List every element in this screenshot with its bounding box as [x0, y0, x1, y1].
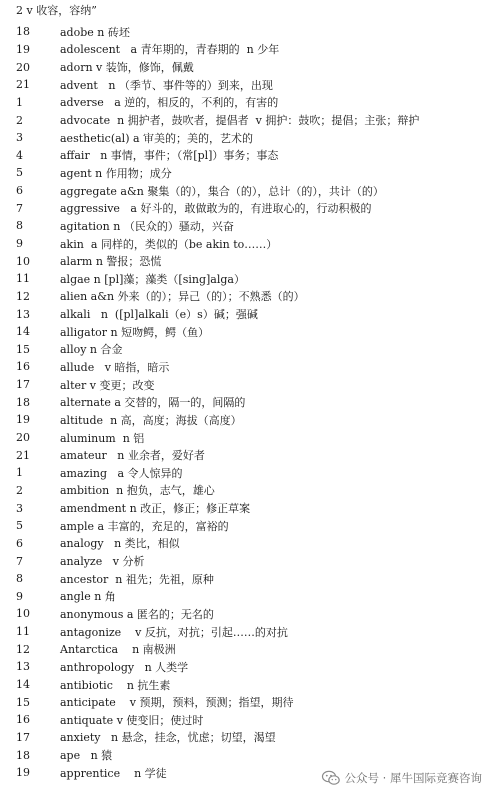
- item-number: 15: [16, 695, 30, 709]
- item-number: 5: [16, 166, 23, 180]
- list-item: [0, 605, 490, 623]
- item-entry: adverse a 逆的，相反的，不利的，有害的: [60, 96, 279, 110]
- list-item: [0, 235, 490, 253]
- item-entry: ape n 猿: [60, 749, 113, 763]
- item-entry: agent n 作用物；成分: [60, 166, 172, 180]
- item-number: 1: [16, 95, 23, 109]
- item-number: 17: [16, 378, 30, 392]
- item-entry: aluminum n 铝: [60, 431, 145, 445]
- item-entry: antiquate v 使变旧；使过时: [60, 713, 204, 727]
- item-entry: anonymous a 匿名的；无名的: [60, 607, 214, 621]
- watermark: [321, 770, 482, 786]
- item-entry: agitation n （民众的）骚动，兴奋: [60, 219, 234, 233]
- item-number: 15: [16, 342, 30, 356]
- item-entry: affair n 事情，事件；（常[pl]）事务；事态: [60, 149, 279, 163]
- list-item: [0, 41, 490, 59]
- list-item: [0, 464, 490, 482]
- item-entry: alien a&n 外来（的）；异己（的）；不熟悉（的）: [60, 290, 305, 304]
- item-number: 14: [16, 678, 30, 692]
- item-entry: amateur n 业余者，爱好者: [60, 449, 205, 463]
- list-item: [0, 676, 490, 694]
- item-entry: adorn v 装饰，修饰，佩戴: [60, 61, 194, 75]
- item-entry: allude v 暗指，暗示: [60, 360, 170, 374]
- item-number: 9: [16, 589, 23, 603]
- item-number: 20: [16, 431, 30, 445]
- list-item: [0, 252, 490, 270]
- item-entry: analyze v 分析: [60, 555, 145, 569]
- item-number: 18: [16, 395, 30, 409]
- item-number: 19: [16, 413, 30, 427]
- list-item: [0, 393, 490, 411]
- item-number: 21: [16, 78, 30, 92]
- item-number: 12: [16, 642, 30, 656]
- item-entry: ample a 丰富的，充足的，富裕的: [60, 519, 229, 533]
- item-entry: anthropology n 人类学: [60, 660, 189, 674]
- list-item: [0, 640, 490, 658]
- item-entry: algae n [pl]藻；藻类（[sing]alga）: [60, 272, 245, 286]
- vocabulary-list: [0, 23, 490, 782]
- list-item: [0, 288, 490, 306]
- item-entry: aggregate a&n 聚集（的），集合（的），总计（的），共计（的）: [60, 184, 384, 198]
- list-item: [0, 146, 490, 164]
- item-number: 7: [16, 554, 23, 568]
- list-item: [0, 270, 490, 288]
- list-item: [0, 693, 490, 711]
- wechat-icon: [321, 770, 341, 786]
- item-entry: antibiotic n 抗生素: [60, 678, 171, 692]
- item-entry: ancestor n 祖先；先祖，原种: [60, 572, 214, 586]
- list-item: [0, 58, 490, 76]
- item-entry: analogy n 类比，相似: [60, 537, 180, 551]
- list-item: [0, 746, 490, 764]
- list-item: [0, 111, 490, 129]
- item-entry: angle n 角: [60, 590, 116, 604]
- list-item: [0, 358, 490, 376]
- list-item: [0, 729, 490, 747]
- item-number: 12: [16, 289, 30, 303]
- item-number: 19: [16, 766, 30, 780]
- list-item: [0, 552, 490, 570]
- list-item: [0, 199, 490, 217]
- item-number: 18: [16, 25, 30, 39]
- item-entry: ambition n 抱负，志气，雄心: [60, 484, 215, 498]
- item-number: 13: [16, 660, 30, 674]
- item-number: 14: [16, 325, 30, 339]
- list-item: [0, 217, 490, 235]
- item-number: 18: [16, 748, 30, 762]
- item-number: 16: [16, 713, 30, 727]
- list-item: [0, 517, 490, 535]
- item-number: 20: [16, 60, 30, 74]
- item-entry: advocate n 拥护者，鼓吹者，提倡者 v 拥护：鼓吹；提倡；主张；辩护: [60, 114, 420, 128]
- list-item: [0, 588, 490, 606]
- item-entry: alloy n 合金: [60, 343, 123, 357]
- list-item: [0, 711, 490, 729]
- list-item: [0, 411, 490, 429]
- item-number: 7: [16, 201, 23, 215]
- item-entry: anticipate v 预期，预料，预测；指望，期待: [60, 696, 294, 710]
- list-item: [0, 164, 490, 182]
- header-line: 2 v 收容，容纳”: [16, 4, 97, 17]
- list-item: [0, 305, 490, 323]
- item-entry: akin a 同样的，类似的（be akin to……）: [60, 237, 278, 251]
- item-number: 4: [16, 148, 23, 162]
- list-item: [0, 23, 490, 41]
- item-entry: alternate a 交替的，隔一的，间隔的: [60, 396, 246, 410]
- item-number: 21: [16, 448, 30, 462]
- list-item: [0, 182, 490, 200]
- list-item: [0, 429, 490, 447]
- list-item: [0, 446, 490, 464]
- item-number: 3: [16, 501, 23, 515]
- item-entry: anxiety n 悬念，挂念，忧虑；切望，渴望: [60, 731, 276, 745]
- list-item: [0, 535, 490, 553]
- item-entry: amendment n 改正，修正；修正草案: [60, 502, 251, 516]
- item-entry: aesthetic(al) a 审美的；美的，艺术的: [60, 131, 254, 145]
- item-entry: adolescent a 青年期的，青春期的 n 少年: [60, 43, 280, 57]
- item-number: 8: [16, 219, 23, 233]
- list-item: [0, 129, 490, 147]
- item-number: 16: [16, 360, 30, 374]
- item-entry: alkali n ([pl]alkali（e）s）碱；强碱: [60, 308, 258, 322]
- list-item: [0, 94, 490, 112]
- item-entry: adobe n 砖坯: [60, 25, 130, 39]
- item-entry: advent n （季节、事件等的）到来，出现: [60, 78, 273, 92]
- list-item: [0, 482, 490, 500]
- list-item: [0, 570, 490, 588]
- item-number: 2: [16, 113, 23, 127]
- item-number: 8: [16, 572, 23, 586]
- list-item: [0, 76, 490, 94]
- item-entry: apprentice n 学徒: [60, 766, 167, 780]
- item-number: 1: [16, 466, 23, 480]
- item-number: 6: [16, 536, 23, 550]
- list-item: [0, 623, 490, 641]
- item-entry: antagonize v 反抗，对抗；引起……的对抗: [60, 625, 288, 639]
- item-number: 2: [16, 483, 23, 497]
- list-item: [0, 376, 490, 394]
- list-item: [0, 341, 490, 359]
- item-number: 10: [16, 607, 30, 621]
- item-number: 5: [16, 519, 23, 533]
- list-item: [0, 658, 490, 676]
- list-item: [0, 499, 490, 517]
- item-number: 9: [16, 237, 23, 250]
- list-item: [0, 323, 490, 341]
- item-number: 10: [16, 254, 30, 268]
- watermark-text: 公众号 · 犀牛国际竞赛咨询: [344, 771, 482, 785]
- item-entry: amazing a 令人惊异的: [60, 466, 183, 480]
- item-entry: alter v 变更；改变: [60, 378, 155, 392]
- item-number: 11: [16, 272, 30, 286]
- item-number: 17: [16, 730, 30, 744]
- item-entry: altitude n 高，高度；海拔（高度）: [60, 413, 242, 427]
- item-entry: alligator n 短吻鳄，鳄（鱼）: [60, 325, 210, 339]
- item-number: 6: [16, 184, 23, 198]
- item-number: 3: [16, 131, 23, 145]
- item-entry: alarm n 警报；恐慌: [60, 255, 162, 269]
- item-number: 19: [16, 42, 30, 56]
- item-entry: Antarctica n 南极洲: [60, 643, 176, 657]
- item-entry: aggressive a 好斗的，敢做敢为的，有进取心的，行动积极的: [60, 202, 372, 216]
- item-number: 11: [16, 625, 30, 639]
- item-number: 13: [16, 307, 30, 321]
